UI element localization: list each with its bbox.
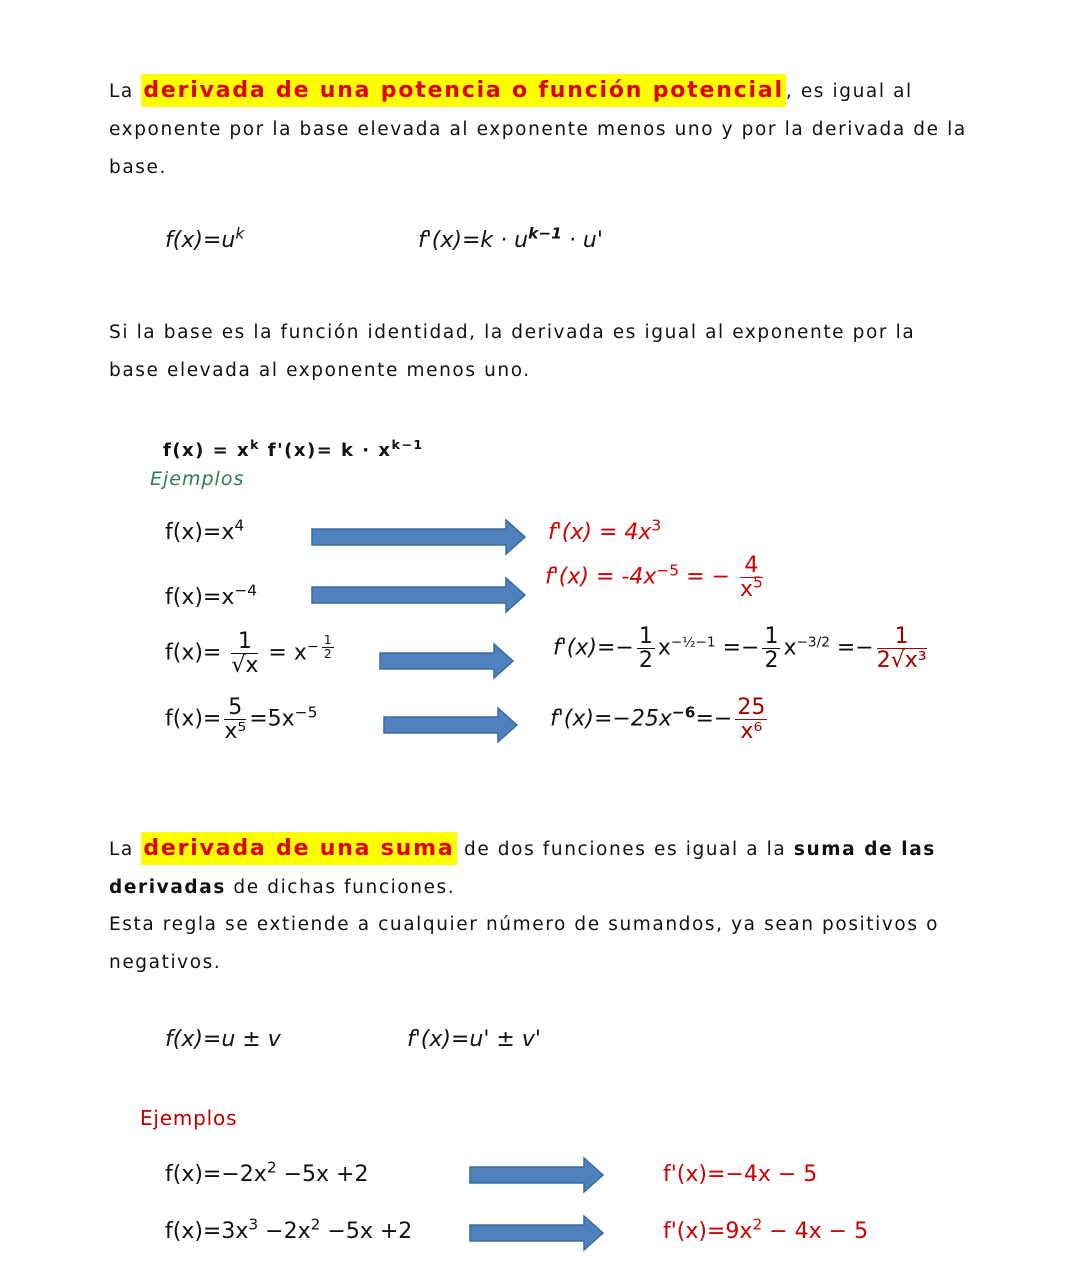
examples-label-1: Ejemplos: [150, 468, 245, 490]
identity-formula: $f(x) = x^k$ $f'(x)= k \cdot x^{k-1}$: [163, 437, 424, 461]
formula-suma: f(x)=u ± v: [165, 1027, 281, 1052]
example-4-lhs: f(x)= $\frac{5}{\text{x⁵}}$ $=5x^{-5}$: [165, 695, 318, 745]
example-2-rhs: $f'(x) = -4x^{-5}$ = − $\frac{4}{x^5}$: [545, 553, 763, 603]
sum-example-2-lhs: $f(x)=3x^3 -2x^2 -5x +2$: [165, 1215, 413, 1244]
example-2-lhs: $f(x)=x^{-4}$: [165, 581, 258, 610]
example-3-rhs: f'(x)=− $\frac{1}{2}$ $x^{-\frac{1}{2}-1}$ =− $\frac{1}{2}$ $x^{-3/2}$ =− $\frac{1}{\text{2√x³}}$: [553, 624, 927, 674]
potencia-intro: La derivada de una potencia o función potencial , es igual al exponente por la base elevada al exponente menos uno y por la derivada de la base.: [109, 72, 971, 187]
example-3-lhs: f(x)= $\frac{1}{√x}$ = $x^{- \frac{1}{2}}$: [165, 629, 332, 679]
arrow-icon: [468, 1156, 606, 1194]
sum-example-1-rhs: f'(x)=−4x − 5: [663, 1162, 818, 1187]
arrow-icon: [378, 642, 516, 680]
highlight-potencia: derivada de una potencia o función potencial: [141, 74, 786, 107]
examples-label-2: Ejemplos: [140, 1106, 238, 1130]
example-1-rhs: $f'(x) = 4x^3$: [548, 516, 662, 545]
identity-text: Si la base es la función identidad, la derivada es igual al exponente por la base elevada al exponente menos uno.: [109, 322, 916, 381]
formula-suma-derivative: f'(x)=u' ± v': [407, 1027, 541, 1052]
example-4-rhs: $f'(x)=-25x^{-6}=-$ $\frac{25}{\text{x⁶}}$: [550, 695, 766, 745]
highlight-suma: derivada de una suma: [141, 832, 456, 865]
arrow-icon: [310, 518, 528, 556]
formula-uk: $f(x)=u^k$: [165, 224, 245, 253]
suma-intro: La derivada de una suma de dos funciones es igual a la suma de las derivadas de dichas funciones.: [109, 830, 971, 907]
suma-extension: Esta regla se extiende a cualquier número de sumandos, ya sean positivos o negativos.: [109, 914, 939, 973]
sum-example-2-rhs: $f'(x)=9x^2 - 4x - 5$: [663, 1215, 869, 1244]
arrow-icon: [468, 1214, 606, 1252]
formula-uk-derivative: $f'(x)=k \cdot u^{k-1} \cdot u'$: [418, 224, 603, 253]
arrow-icon: [310, 576, 528, 614]
arrow-icon: [382, 706, 520, 744]
sum-example-1-lhs: $f(x)=-2x^2 -5x +2$: [165, 1158, 369, 1187]
example-1-lhs: $f(x)=x^4$: [165, 516, 245, 545]
